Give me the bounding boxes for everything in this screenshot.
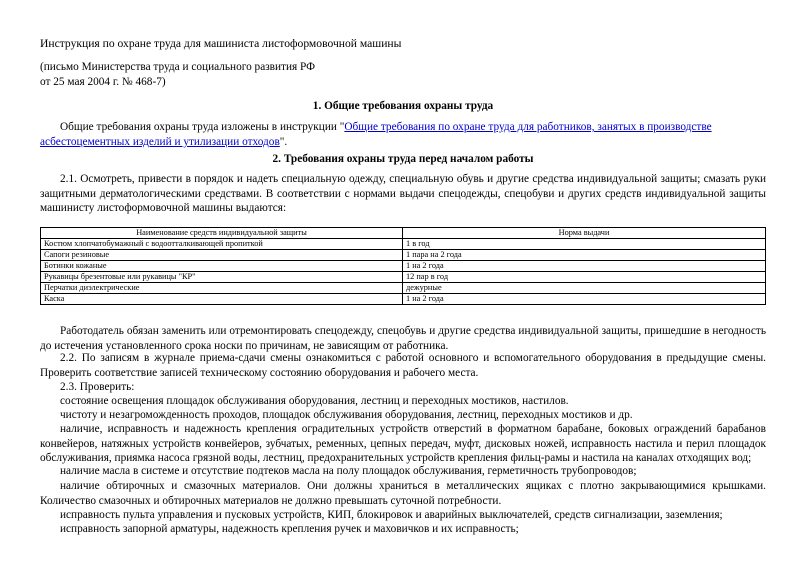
check-item: наличие обтирочных и смазочных материалов. Они должны храниться в металлических ящиках с плотно закрывающимися крышками. Количество смазочных и обтирочных материалов не должно превышать суточной потребности. bbox=[40, 480, 766, 507]
check-item: состояние освещения площадок обслуживания оборудования, лестниц и переходных мостиков, настилов. bbox=[60, 395, 569, 407]
table-cell-norm: 1 пара на 2 года bbox=[403, 250, 766, 261]
ppe-norms-table bbox=[40, 227, 766, 305]
check-item: исправность запорной арматуры, надежность крепления ручек и маховичков и их исправность; bbox=[60, 523, 519, 535]
column-header-norm: Норма выдачи bbox=[403, 228, 766, 239]
table-row bbox=[41, 250, 766, 261]
employer-paragraph: Работодатель обязан заменить или отремонтировать спецодежду, спецобувь и другие средства индивидуальной защиты, пришедшие в негодность до истечения установленного срока носки по причинам, не зависящим от работника. bbox=[40, 325, 766, 352]
column-header-ppe: Наименование средств индивидуальной защиты bbox=[41, 228, 403, 239]
letter-reference-line1: (письмо Министерства труда и социального развития РФ bbox=[40, 61, 316, 73]
table-row bbox=[41, 239, 766, 250]
table-cell-norm: 1 на 2 года bbox=[403, 261, 766, 272]
table-cell-ppe: Костюм хлопчатобумажный с водоотталкивающей пропиткой bbox=[41, 239, 403, 250]
paragraph-2-2: 2.2. По записям в журнале приема-сдачи смены ознакомиться с работой основного и вспомогательного оборудования в предыдущие смены. Проверить соответствие записей техническому состоянию оборудования и рабочего места. bbox=[40, 352, 766, 379]
check-item: исправность пульта управления и пусковых устройств, КИП, блокировок и аварийных выключателей, средств сигнализации, заземления; bbox=[60, 509, 723, 521]
section1-text-after: ". bbox=[279, 135, 288, 148]
table-row bbox=[41, 283, 766, 294]
table-cell-norm: 1 на 2 года bbox=[403, 294, 766, 305]
table-cell-norm: 12 пар в год bbox=[403, 272, 766, 283]
table-cell-ppe: Рукавицы брезентовые или рукавицы "КР" bbox=[41, 272, 403, 283]
table-row bbox=[41, 261, 766, 272]
letter-reference-line2: от 25 мая 2004 г. № 468-7) bbox=[40, 76, 166, 88]
table-cell-ppe: Сапоги резиновые bbox=[41, 250, 403, 261]
paragraph-2-1: 2.1. Осмотреть, привести в порядок и надеть специальную одежду, специальную обувь и другие средства индивидуальной защиты; смазать руки защитными дерматологическими средствами. В соответствии с нормами выдачи спецодежды, спецобуви и других средств индивидуальной защиты машинисту листоформовочной машины выдаются: bbox=[40, 173, 766, 215]
table-row bbox=[41, 272, 766, 283]
check-item: наличие масла в системе и отсутствие подтеков масла на полу площадок обслуживания, герметичность трубопроводов; bbox=[60, 465, 637, 477]
section1-paragraph bbox=[40, 120, 766, 149]
table-cell-ppe: Ботинки кожаные bbox=[41, 261, 403, 272]
check-item: наличие, исправность и надежность крепления оградительных устройств отверстий в форматном барабане, боковых ограждений барабанов конвейеров, натяжных устройств конвейеров, зубчатых, ременных, цепных передач, муфт, дисковых ножей, исправность настила и перил площадок обслуживания, приямка насоса грязной воды, лестниц, предохранительных устройств крепления фильц-рамы и настила на каналах отходящих вод; bbox=[40, 423, 766, 465]
section2-heading: 2. Требования охраны труда перед началом работы bbox=[272, 153, 534, 165]
paragraph-2-3: 2.3. Проверить: bbox=[60, 381, 135, 393]
table-cell-norm: 1 в год bbox=[403, 239, 766, 250]
check-item: чистоту и незагроможденность проходов, площадок обслуживания оборудования, лестниц, переходных мостиков и др. bbox=[60, 409, 633, 421]
table-row bbox=[41, 294, 766, 305]
table-header-row bbox=[41, 228, 766, 239]
document-title: Инструкция по охране труда для машиниста листоформовочной машины bbox=[40, 37, 402, 50]
general-requirements-link[interactable]: Общие требования по охране труда для работников, занятых в производстве асбестоцементных изделий и утилизации отходов bbox=[40, 121, 712, 148]
table-cell-ppe: Перчатки диэлектрические bbox=[41, 283, 403, 294]
section1-text-before: Общие требования охраны труда изложены в инструкции " bbox=[60, 121, 345, 133]
table-cell-norm: дежурные bbox=[403, 283, 766, 294]
table-cell-ppe: Каска bbox=[41, 294, 403, 305]
section1-heading: 1. Общие требования охраны труда bbox=[312, 100, 494, 112]
